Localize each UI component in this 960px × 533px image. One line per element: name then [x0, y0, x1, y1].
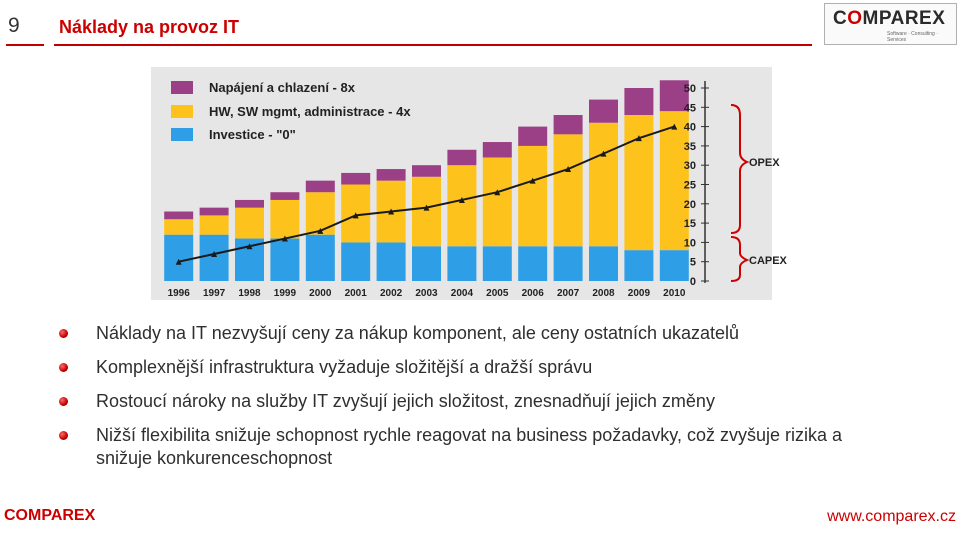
x-tick-label: 1999 [273, 288, 297, 299]
bar-segment-1997-s2 [200, 208, 229, 216]
bar-segment-2009-s0 [624, 250, 653, 281]
x-tick-label: 2004 [450, 288, 474, 299]
bar-segment-2006-s0 [518, 246, 547, 281]
bar-segment-2001-s2 [341, 173, 370, 185]
bullet-item [55, 390, 945, 413]
comparex-logo [824, 3, 957, 45]
bar-segment-2008-s2 [589, 100, 618, 123]
y-tick-label: 5 [689, 256, 696, 269]
bar-segment-2004-s1 [447, 165, 476, 246]
bar-segment-2006-s2 [518, 127, 547, 146]
y-tick-label: 40 [683, 121, 696, 134]
bar-segment-1996-s0 [164, 235, 193, 281]
bar-segment-2003-s0 [412, 246, 441, 281]
bar-segment-2007-s1 [554, 134, 583, 246]
bullet-list [55, 322, 945, 481]
x-tick-label: 1996 [167, 288, 190, 299]
bullet-item [55, 424, 856, 470]
legend-label-power: Napájení a chlazení - 8x [209, 80, 355, 95]
x-tick-label: 2009 [627, 288, 651, 299]
bar-segment-2002-s2 [377, 169, 406, 181]
slide-title: Náklady na provoz IT [59, 17, 240, 37]
opex-label: OPEX [749, 157, 780, 169]
logo-o: O [847, 8, 863, 29]
bar-segment-2000-s2 [306, 181, 335, 193]
bar-segment-2007-s0 [554, 246, 583, 281]
bar-segment-2006-s1 [518, 146, 547, 246]
logo-subtitle: Software · Consulting · Services [887, 31, 938, 43]
bar-segment-1996-s1 [164, 219, 193, 234]
y-tick-label: 10 [683, 237, 696, 250]
y-tick-label: 20 [683, 198, 696, 211]
y-tick-label: 15 [683, 218, 696, 231]
bar-segment-2004-s2 [447, 150, 476, 165]
bar-segment-2004-s0 [447, 246, 476, 281]
x-tick-label: 2002 [379, 288, 403, 299]
slide-number: 9 [8, 14, 20, 37]
x-tick-label: 2006 [521, 288, 544, 299]
legend-swatch-investment [171, 128, 193, 141]
bullet-text: Rostoucí nároky na služby IT zvyšují jejich složitost, znesnadňují jejich změny [96, 391, 715, 411]
cost-chart [151, 67, 787, 300]
bar-segment-1996-s2 [164, 212, 193, 220]
bar-segment-2001-s0 [341, 242, 370, 281]
bar-segment-1997-s0 [200, 235, 229, 281]
bar-segment-1998-s2 [235, 200, 264, 208]
capex-label: CAPEX [749, 255, 787, 267]
legend-swatch-management [171, 105, 193, 118]
title-underline [54, 44, 812, 46]
bar-segment-1997-s1 [200, 215, 229, 234]
bar-segment-2005-s0 [483, 246, 512, 281]
bullet-item [55, 356, 945, 379]
y-tick-label: 0 [689, 276, 696, 288]
slide-number-underline [6, 44, 44, 46]
x-tick-label: 1997 [202, 288, 226, 299]
bullet-item [55, 322, 945, 345]
logo-wordmark: COMPAREX [833, 8, 946, 29]
legend-label-management: HW, SW mgmt, administrace - 4x [209, 104, 411, 119]
bar-segment-2008-s1 [589, 123, 618, 247]
bar-segment-2005-s1 [483, 157, 512, 246]
bar-segment-2010-s0 [660, 250, 689, 281]
bullet-text: Náklady na IT nezvyšují ceny za nákup komponent, ale ceny ostatních ukazatelů [96, 323, 740, 343]
bar-segment-2005-s2 [483, 142, 512, 157]
footer-website-link[interactable]: www.comparex.cz [827, 508, 956, 525]
bar-segment-2003-s2 [412, 165, 441, 177]
y-tick-label: 35 [683, 140, 696, 153]
bar-segment-2007-s2 [554, 115, 583, 134]
x-tick-label: 2005 [486, 288, 509, 299]
bar-segment-2000-s0 [306, 235, 335, 281]
y-tick-label: 30 [683, 160, 696, 173]
x-tick-label: 2003 [415, 288, 438, 299]
x-tick-label: 2007 [556, 288, 580, 299]
bar-segment-1999-s2 [270, 192, 299, 200]
bullet-text: Nižší flexibilita snižuje schopnost rychle reagovat na business požadavky, což zvyšuje rizika a snižuje konkurenceschopnost [96, 425, 843, 468]
bar-segment-1999-s0 [270, 239, 299, 281]
y-tick-label: 45 [683, 102, 696, 115]
bullet-dot-icon [59, 431, 68, 440]
x-tick-label: 1998 [238, 288, 261, 299]
bar-segment-1999-s1 [270, 200, 299, 239]
legend-swatch-power [171, 81, 193, 94]
y-tick-label: 50 [683, 83, 696, 95]
x-axis-labels [168, 288, 686, 299]
bullet-dot-icon [59, 397, 68, 406]
x-tick-label: 2010 [663, 288, 686, 299]
bar-segment-2009-s2 [624, 88, 653, 115]
bullet-dot-icon [59, 363, 68, 372]
bullet-text: Komplexnější infrastruktura vyžaduje složitější a dražší správu [96, 357, 593, 377]
x-tick-label: 2001 [344, 288, 367, 299]
bar-segment-1998-s1 [235, 208, 264, 239]
legend-label-investment: Investice - "0" [209, 127, 296, 142]
x-tick-label: 2008 [592, 288, 615, 299]
footer-brand: COMPAREX [4, 507, 96, 524]
bar-segment-2002-s0 [377, 242, 406, 281]
bar-segment-2008-s0 [589, 246, 618, 281]
y-tick-label: 25 [683, 179, 696, 192]
bar-segment-2003-s1 [412, 177, 441, 246]
x-tick-label: 2000 [309, 288, 332, 299]
bullet-dot-icon [59, 329, 68, 338]
